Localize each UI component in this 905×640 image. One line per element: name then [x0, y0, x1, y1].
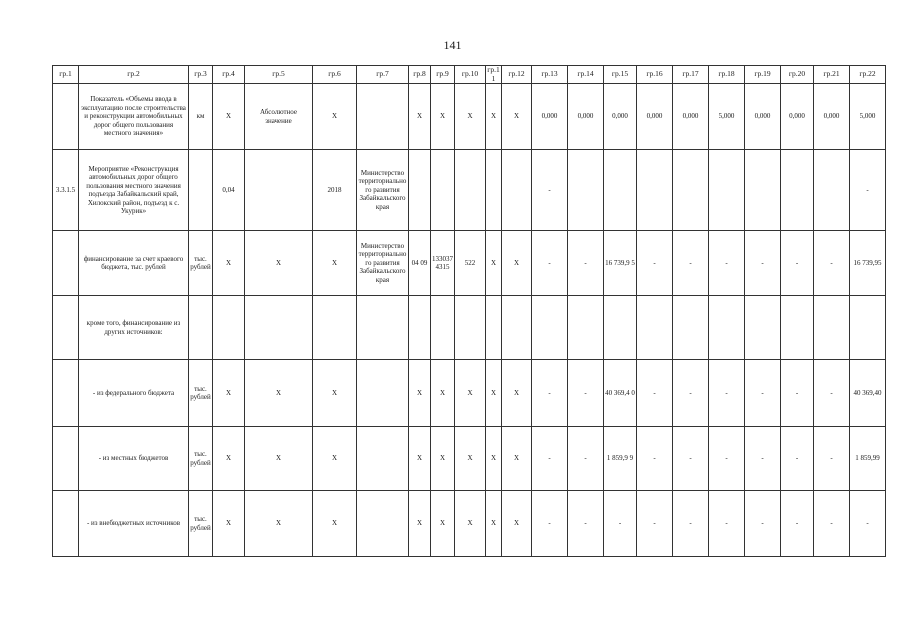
table-cell: [357, 491, 409, 557]
table-cell: 1 859,9 9: [604, 427, 637, 491]
table-cell: X: [213, 231, 245, 296]
table-cell: км: [189, 84, 213, 150]
table-cell: -: [637, 231, 673, 296]
column-header: гр.11: [487, 65, 500, 83]
table-cell: X: [245, 231, 313, 296]
table-cell: 0,04: [213, 150, 245, 231]
table-cell: X: [455, 491, 486, 557]
table-cell: X: [409, 84, 431, 150]
table-cell: [673, 150, 709, 231]
table-cell: X: [486, 491, 502, 557]
table-cell: X: [502, 84, 532, 150]
table-cell: [409, 296, 431, 360]
table-cell: кроме того, финансирование из других источников:: [79, 296, 189, 360]
table-cell: [637, 296, 673, 360]
table-cell: [357, 84, 409, 150]
table-cell: X: [455, 360, 486, 427]
table-cell: 0,000: [814, 84, 850, 150]
table-cell: X: [313, 231, 357, 296]
column-header: гр.13: [532, 66, 568, 84]
table-cell: X: [431, 427, 455, 491]
table-cell: [357, 427, 409, 491]
table-cell: -: [673, 231, 709, 296]
table-cell: -: [709, 427, 745, 491]
table-cell: X: [313, 427, 357, 491]
table-cell: [245, 150, 313, 231]
page-number: 141: [443, 38, 462, 52]
table-cell: -: [532, 150, 568, 231]
table-cell: -: [568, 360, 604, 427]
table-cell: X: [455, 427, 486, 491]
table-cell: -: [850, 491, 886, 557]
table-cell: X: [213, 360, 245, 427]
table-cell: - из внебюджетных источников: [79, 491, 189, 557]
table-row: [53, 84, 886, 150]
table-cell: [745, 150, 781, 231]
table-cell: -: [781, 231, 814, 296]
table-cell: 2018: [313, 150, 357, 231]
table-row: [53, 491, 886, 557]
table-cell: -: [532, 427, 568, 491]
table-cell: [53, 360, 79, 427]
column-header: гр.7: [357, 66, 409, 84]
column-header: гр.22: [850, 66, 886, 84]
table-header-row: [53, 66, 886, 84]
table-cell: X: [486, 360, 502, 427]
table-cell: [745, 296, 781, 360]
table-cell: 0,000: [604, 84, 637, 150]
table-cell: -: [637, 360, 673, 427]
column-header: гр.2: [79, 66, 189, 84]
table-cell: -: [850, 150, 886, 231]
table-cell: X: [486, 84, 502, 150]
table-cell: X: [245, 427, 313, 491]
table-cell: -: [781, 360, 814, 427]
table-cell: 522: [455, 231, 486, 296]
table-cell: 133037 4315: [431, 231, 455, 296]
table-cell: тыс. рублей: [189, 491, 213, 557]
table-cell: Абсолютное значение: [245, 84, 313, 150]
table-cell: тыс. рублей: [189, 427, 213, 491]
table-cell: 5,000: [709, 84, 745, 150]
column-header: гр.5: [245, 66, 313, 84]
table-cell: -: [568, 491, 604, 557]
table-cell: 40 369,4 0: [604, 360, 637, 427]
column-header: гр.17: [673, 66, 709, 84]
table-cell: [814, 150, 850, 231]
table-cell: -: [745, 231, 781, 296]
table-cell: X: [502, 231, 532, 296]
table-cell: [709, 150, 745, 231]
table-cell: X: [409, 427, 431, 491]
table-cell: Министерство территориального развития Забайкальского края: [357, 231, 409, 296]
table-cell: [781, 150, 814, 231]
table-cell: [313, 296, 357, 360]
table-cell: [709, 296, 745, 360]
table-cell: [53, 84, 79, 150]
table-cell: [502, 296, 532, 360]
column-header: гр.15: [604, 66, 637, 84]
table-cell: -: [568, 231, 604, 296]
table-cell: -: [673, 427, 709, 491]
table-cell: [357, 296, 409, 360]
column-header: гр.6: [313, 66, 357, 84]
table-cell: Показатель «Объемы ввода в эксплуатацию после строительства и реконструкции автомобильных дорог общего пользования местного значения»: [79, 84, 189, 150]
table-cell: [455, 296, 486, 360]
table-cell: -: [814, 491, 850, 557]
budget-table: [52, 65, 886, 557]
table-cell: 40 369,40: [850, 360, 886, 427]
table-cell: [245, 296, 313, 360]
column-header: гр.18: [709, 66, 745, 84]
column-header: гр.9: [431, 66, 455, 84]
table-cell: X: [409, 360, 431, 427]
table-row: [53, 427, 886, 491]
table-cell: - из местных бюджетов: [79, 427, 189, 491]
table-cell: 0,000: [781, 84, 814, 150]
table-cell: -: [814, 231, 850, 296]
table-cell: X: [313, 84, 357, 150]
column-header: гр.3: [189, 66, 213, 84]
table-cell: -: [673, 360, 709, 427]
table-cell: -: [745, 360, 781, 427]
column-header: гр.8: [409, 66, 431, 84]
table-cell: -: [709, 491, 745, 557]
table-cell: тыс. рублей: [189, 231, 213, 296]
table-cell: [502, 150, 532, 231]
table-cell: X: [431, 360, 455, 427]
table-cell: 0,000: [568, 84, 604, 150]
table-cell: X: [213, 491, 245, 557]
table-cell: 04 09: [409, 231, 431, 296]
table-row: [53, 231, 886, 296]
table-cell: -: [568, 427, 604, 491]
table-row: [53, 150, 886, 231]
table-cell: -: [673, 491, 709, 557]
table-cell: [455, 150, 486, 231]
table-cell: [781, 296, 814, 360]
column-header: гр.10: [455, 66, 486, 84]
column-header: гр.12: [502, 66, 532, 84]
table-cell: X: [213, 84, 245, 150]
table-cell: X: [213, 427, 245, 491]
table-cell: X: [502, 360, 532, 427]
table-cell: 0,000: [637, 84, 673, 150]
column-header: гр.14: [568, 66, 604, 84]
table-cell: -: [532, 231, 568, 296]
table-cell: 1 859,99: [850, 427, 886, 491]
table-cell: X: [409, 491, 431, 557]
table-cell: [431, 150, 455, 231]
table-cell: [409, 150, 431, 231]
table-cell: 16 739,9 5: [604, 231, 637, 296]
table-cell: -: [781, 427, 814, 491]
table-cell: -: [814, 427, 850, 491]
table-cell: [486, 296, 502, 360]
table-cell: [673, 296, 709, 360]
table-cell: X: [245, 491, 313, 557]
table-cell: 16 739,95: [850, 231, 886, 296]
column-header: гр.19: [745, 66, 781, 84]
column-header: гр.16: [637, 66, 673, 84]
table-cell: [53, 296, 79, 360]
table-cell: -: [604, 491, 637, 557]
table-cell: [604, 296, 637, 360]
table-cell: 5,000: [850, 84, 886, 150]
table-cell: X: [431, 84, 455, 150]
table-cell: [532, 296, 568, 360]
table-cell: X: [313, 491, 357, 557]
table-cell: 0,000: [673, 84, 709, 150]
table-cell: [850, 296, 886, 360]
table-cell: -: [637, 491, 673, 557]
table-cell: Министерство территориального развития Забайкальского края: [357, 150, 409, 231]
table-cell: [53, 427, 79, 491]
table-cell: - из федерального бюджета: [79, 360, 189, 427]
column-header: гр.21: [814, 66, 850, 84]
table-cell: X: [313, 360, 357, 427]
table-cell: [189, 296, 213, 360]
table-cell: [568, 150, 604, 231]
table-cell: Мероприятие «Реконструкция автомобильных дорог общего пользования местного значения подъезда Забайкальский край, Хилокский район, подъезд к с. Укурик»: [79, 150, 189, 231]
table-cell: тыс. рублей: [189, 360, 213, 427]
table-cell: X: [455, 84, 486, 150]
table-cell: [189, 150, 213, 231]
table-cell: X: [245, 360, 313, 427]
table-cell: финансирование за счет краевого бюджета, тыс. рублей: [79, 231, 189, 296]
table-cell: -: [637, 427, 673, 491]
table-cell: [53, 491, 79, 557]
table-cell: [568, 296, 604, 360]
table-cell: -: [532, 360, 568, 427]
table-cell: [604, 150, 637, 231]
table-cell: -: [814, 360, 850, 427]
column-header: гр.1: [53, 66, 79, 84]
table-cell: X: [502, 491, 532, 557]
table-cell: [814, 296, 850, 360]
column-header: гр.4: [213, 66, 245, 84]
table-cell: X: [502, 427, 532, 491]
table-row: [53, 360, 886, 427]
table-cell: [431, 296, 455, 360]
table-cell: -: [745, 491, 781, 557]
table-cell: 0,000: [745, 84, 781, 150]
table-cell: -: [745, 427, 781, 491]
table-cell: [213, 296, 245, 360]
table-cell: X: [486, 231, 502, 296]
table-cell: X: [431, 491, 455, 557]
table-cell: -: [709, 360, 745, 427]
column-header: гр.20: [781, 66, 814, 84]
table-cell: -: [709, 231, 745, 296]
table-cell: [637, 150, 673, 231]
table-cell: [357, 360, 409, 427]
table-cell: 0,000: [532, 84, 568, 150]
table-cell: -: [532, 491, 568, 557]
table-cell: 3.3.1.5: [53, 150, 79, 231]
table-cell: X: [486, 427, 502, 491]
table-cell: [53, 231, 79, 296]
table-cell: -: [781, 491, 814, 557]
table-row: [53, 296, 886, 360]
table-cell: [486, 150, 502, 231]
